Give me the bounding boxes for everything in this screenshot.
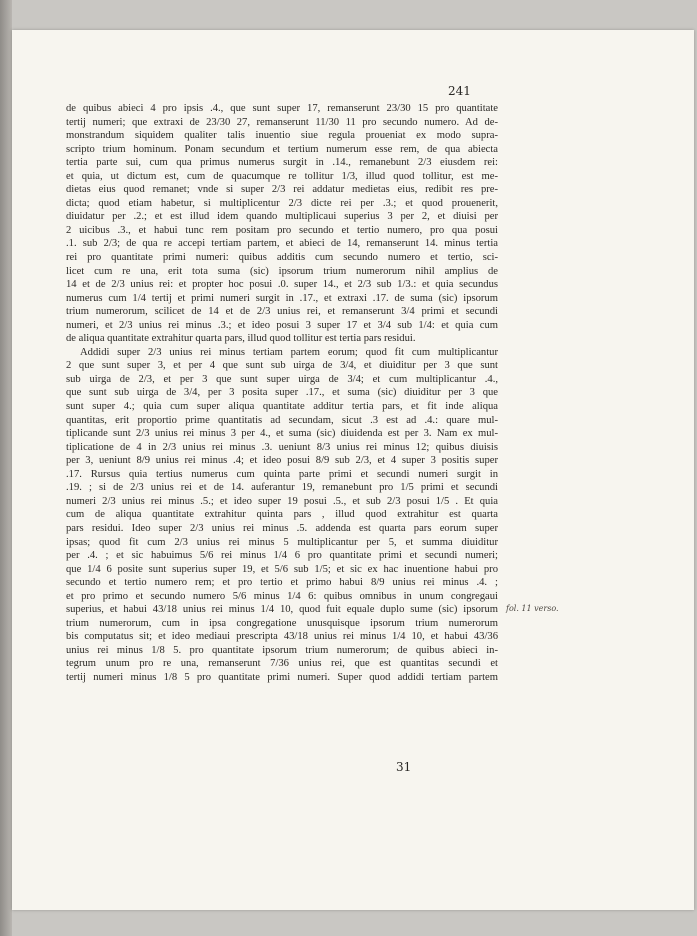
text-line: sunt super 4.; quia cum super aliqua quantitate additur tertia pars, et fit inde aliqua [66, 401, 498, 413]
text-line: dietas eius quod remanet; vnde si super 2/3 rei addatur medietas eius, redibit res pre- [66, 184, 498, 196]
text-line: unius rei minus 1/8 5. pro quantitate ipsorum trium numerorum; de quibus abieci in- [66, 644, 498, 656]
text-line: quantitas, erit proportio prime quantitatis ad secundam, sicut .3 est ad .4.: quare mul- [66, 414, 498, 426]
text-line: tertij numeri minus 1/8 5 pro quantitate primi numeri. Super quod addidi tertiam partem [66, 671, 498, 683]
text-line: monstrandum siquidem qualiter talis inuentio siue regula proueniat ex modo supra- [66, 130, 498, 142]
text-line: trium numerorum, cum in ipsa congregatione unusquisque ipsorum trium numerorum [66, 617, 498, 629]
text-line: rei pro quantitate primi numeri: quibus additis cum secundo numero et tertio, sci- [66, 252, 498, 264]
text-line: cum de aliqua quantitate extrahitur quinta pars , illud quod extrahitur est quarta [66, 509, 498, 521]
text-line: trium numerorum, scilicet de 14 et de 2/3 unius rei, et remanserunt 3/4 primi et secundi [66, 306, 498, 318]
margin-note: fol. 11 verso. [506, 604, 559, 613]
text-line: .17. Rursus quia tertius numerus cum quinta parte primi et secundi numeri surgit in [66, 468, 498, 480]
text-line: tiplicatione de 4 in 2/3 unius rei minus .3. ueniunt 8/3 unius rei minus 12; quibus diuisis [66, 441, 498, 453]
text-line: tertia parte sui, cum qua primus numerus surgit in .14., remanebunt 2/3 eiusdem rei: [66, 157, 498, 169]
text-line: numeri 2/3 unius rei minus .5.; et ideo super 19 posui .5., et sub 2/3 posui 1/5 . Et quia [66, 495, 498, 507]
text-line: licet cum re una, erit tota suma (sic) ipsorum trium numerorum nihil amplius de [66, 265, 498, 277]
text-line: de aliqua quantitate extrahitur quarta pars, illud quod tollitur est tertia pars residui. [66, 333, 416, 345]
text-line: 2 uicibus .3., et habui tunc rem positam pro secundo et tertio numero, pro qua posui [66, 224, 498, 236]
text-line: per 3, ueniunt 8/9 unius rei minus .4; et ideo posui 8/9 sub 2/3, et 4 super 3 positis super [66, 455, 498, 467]
text-line: scripto trium hominum. Ponam secundum et tertium numerum esse rem, de qua abiecta [66, 143, 498, 155]
text-line: per .4. ; et sic habuimus 5/6 rei minus 1/4 6 pro quantitate primi et secundi numeri; [66, 550, 498, 562]
text-line: numeri, et 2/3 unius rei minus .3.; et ideo posui 3 super 17 et 3/4 sub 1/4: et quia cum [66, 319, 498, 331]
text-line: 2 que sunt super 3, et per 4 que sunt sub uirga de 3/4, et diuiditur per 3 que sunt [66, 360, 498, 372]
text-line: bis computatus sit; et ideo mediaui prescripta 43/18 unius rei minus 1/4 10, et habui 43/36 [66, 631, 498, 643]
text-line: et quia, ut dictum est, cum de quacumque re tollitur 1/3, illud quod tollitur, est me- [66, 170, 498, 182]
text-line: .19. ; si de 2/3 unius rei et de 14. auferantur 19, remanebunt pro 1/5 primi et secundi [66, 482, 498, 494]
text-line: que 1/4 6 posite sunt superius super 19, et 5/6 sub 1/5; et sic ex hac inuentione habui pro [66, 563, 498, 575]
text-line: Addidi super 2/3 unius rei minus tertiam partem eorum; quod fit cum multiplicantur [80, 346, 498, 358]
scan-edge [0, 0, 12, 936]
page-number: 241 [448, 84, 471, 98]
text-line: ipsas; quod fit cum 2/3 unius rei minus 5 multiplicantur per 5, et summa diuiditur [66, 536, 498, 548]
text-line: pars residui. Ideo super 2/3 unius rei minus .5. addenda est quarta pars eorum super [66, 522, 498, 534]
text-line: numerus cum 1/4 tertij et primi numeri surgit in .17., et extraxi .17. de suma (sic) ipsorum [66, 292, 498, 304]
text-line: et pro primo et secundo numero 5/6 minus 1/4 6: quibus omnibus in unum congregaui [66, 590, 498, 602]
text-line: dicta; quod etiam habetur, si multiplicentur 2/3 dicte rei per .3.; et quod prouenerit, [66, 197, 498, 209]
main-text [66, 102, 498, 685]
text-line: diuidatur per .2.; et est illud idem quando multiplicaui superius 3 per 2, et diuisi per [66, 211, 498, 223]
text-line: tertij numeri; que extraxi de 23/30 27, remanserunt 11/30 11 pro secundo numero. Ad de- [66, 116, 498, 128]
text-line: superius, et habui 43/18 unius rei minus 1/4 10, quod fuit equale duplo sume (sic) ipsorum [66, 604, 498, 616]
text-line: de quibus abieci 4 pro ipsis .4., que sunt super 17, remanserunt 23/30 15 pro quantitate [66, 103, 498, 114]
text-line: secundo et tertio numero rem; et pro tertio et primo habui 8/9 unius rei minus .4. ; [66, 577, 498, 589]
text-line: que sunt sub uirga de 3/4, per 3 posita super .17., et suma (sic) diuiditur per 3 que [66, 387, 498, 399]
signature-mark: 31 [396, 760, 412, 774]
text-line: tegrum unum pro re una, remanserunt 7/36 unius rei, que est quantitas secundi et [66, 658, 498, 670]
text-line: .1. sub 2/3; de qua re accepi tertiam partem, et abieci de 14, remanserunt 14. minus tertia [66, 238, 498, 250]
text-line: tiplicande sunt 2/3 unius rei minus 3 per 4., et suma (sic) diuidenda est per 3. Nam ex mul- [66, 428, 498, 440]
text-line: 14 et de 2/3 unius rei: et propter hoc posui .0. super 14., et 2/3 sub 1/3.: et quia secundus [66, 279, 498, 291]
text-line: sub uirga de 2/3, et per 3 que sunt super uirga de 3/4; et cum multiplicantur .4., [66, 373, 498, 385]
